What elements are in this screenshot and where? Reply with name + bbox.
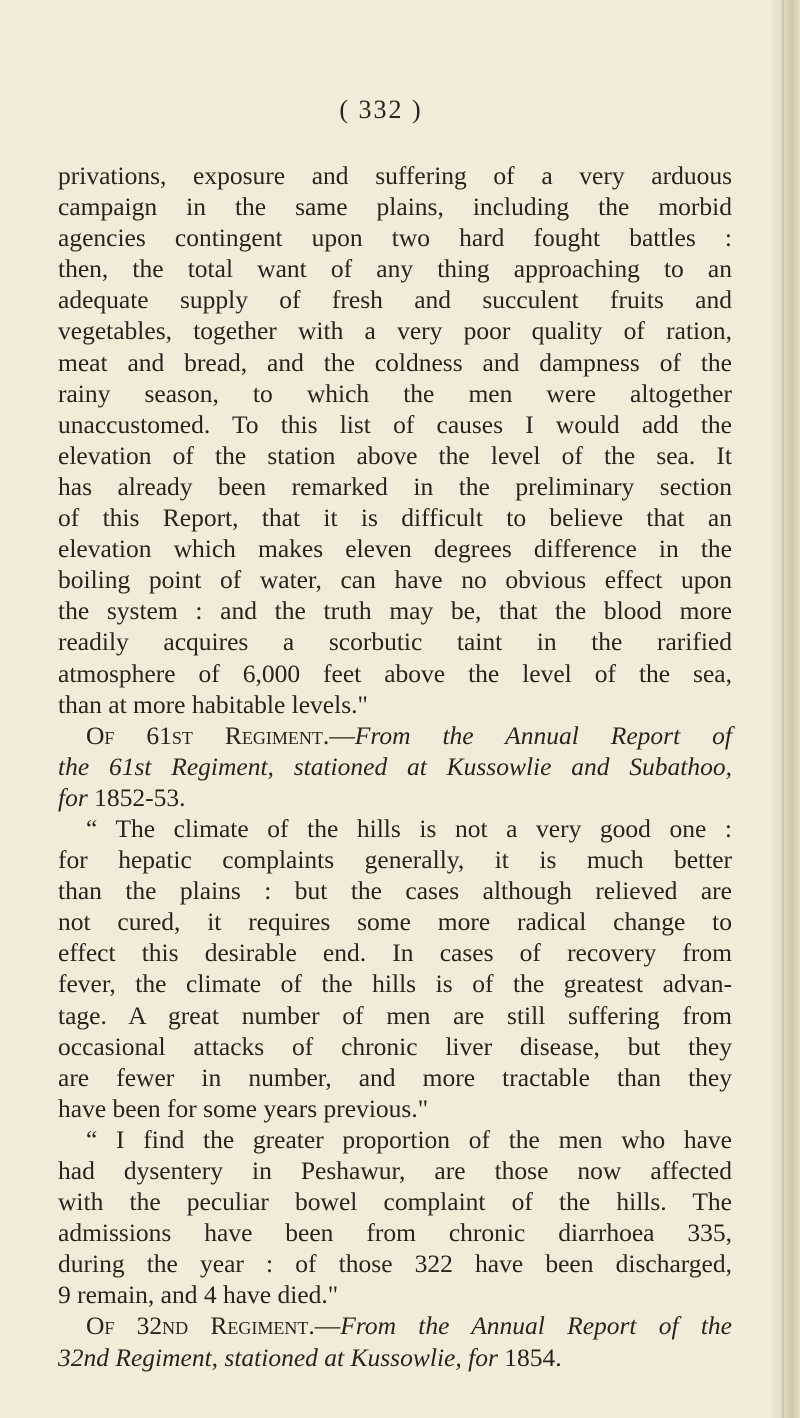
text-line: than the plains : but the cases although relieved are xyxy=(58,876,732,906)
text-line: adequate supply of fresh and succulent fruits and xyxy=(58,285,732,315)
text-line: then, the total want of any thing approaching to an xyxy=(58,254,732,284)
text-line: privations, exposure and suffering of a very arduous xyxy=(58,161,732,190)
heading-32nd-regiment xyxy=(58,1310,732,1372)
text-line: during the year : of those 322 have been discharged, xyxy=(58,1249,732,1279)
text-line: have been for some years previous." xyxy=(58,1093,429,1123)
text-line: unaccustomed. To this list of causes I would add the xyxy=(58,409,732,439)
text-line: “ The climate of the hills is not a very good one : xyxy=(86,813,732,843)
text-line: elevation of the station above the level of the sea. It xyxy=(58,440,732,470)
text-line: effect this desirable end. In cases of recovery from xyxy=(58,938,732,968)
text-line: of this Report, that it is difficult to believe that an xyxy=(58,503,732,533)
text-line: vegetables, together with a very poor quality of ration, xyxy=(58,316,732,346)
text-line: readily acquires a scorbutic taint in the rarified xyxy=(58,627,732,657)
text-line: rainy season, to which the men were altogether xyxy=(58,378,732,408)
section-prefix: Of 61st Regiment. xyxy=(86,720,330,750)
heading-61st-regiment xyxy=(58,720,732,813)
text-line: agencies contingent upon two hard fought battles : xyxy=(58,223,732,253)
text-line: meat and bread, and the coldness and dampness of the xyxy=(58,347,732,377)
section-years: 1854. xyxy=(497,1342,562,1372)
paragraph-climate xyxy=(58,813,732,1124)
text-line: the system : and the truth may be, that the blood more xyxy=(58,596,732,626)
text-line: fever, the climate of the hills is of the greatest advan- xyxy=(58,969,732,999)
text-line: not cured, it requires some more radical change to xyxy=(58,907,732,937)
section-title: 32nd Regiment, stationed at Kussowlie, for xyxy=(58,1342,498,1372)
text-line: are fewer in number, and more tractable than they xyxy=(58,1062,732,1092)
text-line: boiling point of water, can have no obvious effect upon xyxy=(58,565,732,595)
text-line: “ I find the greater proportion of the men who have xyxy=(86,1124,732,1154)
text-line: 9 remain, and 4 have died." xyxy=(58,1280,339,1310)
text-line: campaign in the same plains, including the morbid xyxy=(58,192,732,222)
section-title: From the Annual Report of the xyxy=(340,1311,732,1341)
section-prefix: Of 32nd Regiment. xyxy=(86,1311,315,1341)
em-dash: — xyxy=(329,720,355,750)
text-line: has already been remarked in the preliminary section xyxy=(58,471,732,501)
text-line: had dysentery in Peshawur, are those now affected xyxy=(58,1156,732,1185)
page-number: ( 332 ) xyxy=(339,95,423,124)
section-title: From the Annual Report of xyxy=(354,720,732,750)
text-body xyxy=(58,160,732,1373)
text-line: than at more habitable levels." xyxy=(58,689,368,719)
paragraph-privations xyxy=(58,160,732,720)
em-dash: — xyxy=(314,1311,341,1341)
section-title: the 61st Regiment, stationed at Kussowlie and Subathoo, xyxy=(58,751,732,781)
text-line: elevation which makes eleven degrees difference in the xyxy=(58,534,732,564)
page-edge xyxy=(772,0,800,1418)
text-line: occasional attacks of chronic liver disease, but they xyxy=(58,1031,732,1061)
paragraph-dysentery xyxy=(58,1124,732,1311)
text-line: for hepatic complaints generally, it is much better xyxy=(58,845,732,875)
text-line: atmosphere of 6,000 feet above the level of the sea, xyxy=(58,658,732,688)
text-line: with the peculiar bowel complaint of the hills. The xyxy=(58,1187,732,1217)
text-line: admissions have been from chronic diarrhoea 335, xyxy=(58,1218,732,1248)
text-line: tage. A great number of men are still suffering from xyxy=(58,1000,732,1030)
section-title: for xyxy=(58,782,88,812)
section-years: 1852-53. xyxy=(87,782,186,812)
